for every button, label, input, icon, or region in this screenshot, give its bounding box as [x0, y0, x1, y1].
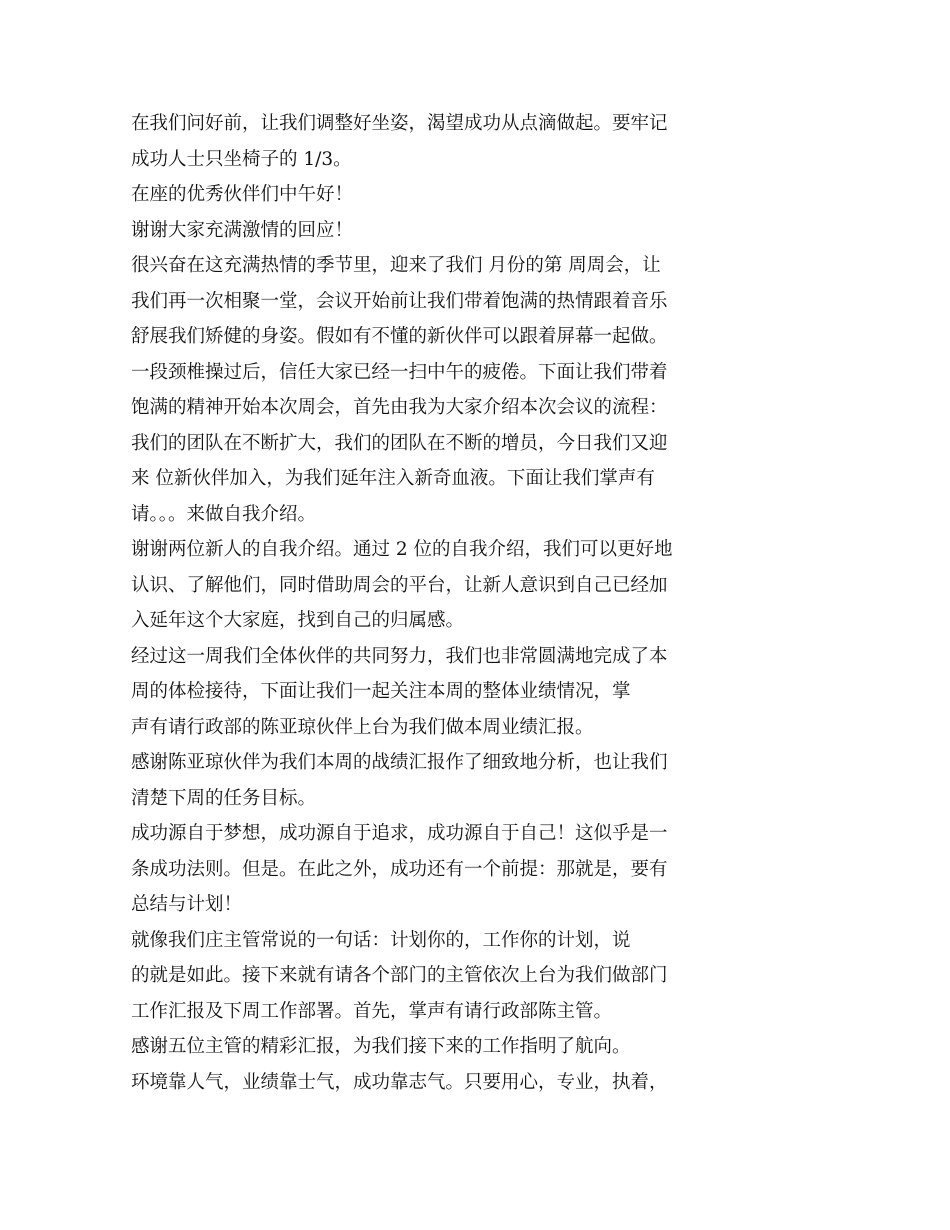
text-line: 谢谢两位新人的自我介绍。通过 2 位的自我介绍，我们可以更好地 [131, 539, 673, 560]
text-line: 总结与计划！ [131, 894, 243, 915]
text-line: 来 位新伙伴加入，为我们延年注入新奇血液。下面让我们掌声有 [131, 468, 655, 489]
text-line: 请。。。来做自我介绍。 [131, 503, 317, 525]
text-line: 我们的团队在不断扩大，我们的团队在不断的增员，今日我们又迎 [131, 432, 668, 454]
text-line: 周的体检接待，下面让我们一起关注本周的整体业绩情况，掌 [131, 681, 631, 702]
text-line: 成功人士只坐椅子的 1/3。 [131, 148, 352, 170]
text-line: 声有请行政部的陈亚琼伙伴上台为我们做本周业绩汇报。 [131, 716, 594, 738]
text-line: 在我们问好前，让我们调整好坐姿，渴望成功从点滴做起。要牢记 [131, 113, 668, 134]
text-line: 我们再一次相聚一堂，会议开始前让我们带着饱满的热情跟着音乐 [131, 290, 668, 312]
text-line: 工作汇报及下周工作部署。首先，掌声有请行政部陈主管。 [131, 1000, 613, 1022]
text-line: 感谢陈亚琼伙伴为我们本周的战绩汇报作了细致地分析，也让我们 [131, 752, 668, 773]
text-line: 入延年这个大家庭，找到自己的归属感。 [131, 610, 465, 631]
text-line: 感谢五位主管的精彩汇报，为我们接下来的工作指明了航向。 [131, 1036, 631, 1057]
text-line: 就像我们庄主管常说的一句话：计划你的，工作你的计划，说 [131, 929, 631, 951]
text-line: 一段颈椎操过后，信任大家已经一扫中午的疲倦。下面让我们带着 [131, 361, 668, 383]
text-line: 清楚下周的任务目标。 [131, 787, 317, 809]
text-line: 环境靠人气，业绩靠士气，成功靠志气。只要用心，专业，执着， [131, 1071, 668, 1093]
text-line: 的就是如此。接下来就有请各个部门的主管依次上台为我们做部门 [131, 965, 668, 986]
text-line: 认识、了解他们，同时借助周会的平台，让新人意识到自己已经加 [131, 574, 668, 596]
text-line: 条成功法则。但是。在此之外，成功还有一个前提：那就是，要有 [131, 858, 668, 880]
text-line: 很兴奋在这充满热情的季节里，迎来了我们 月份的第 周周会，让 [131, 255, 661, 276]
text-line: 经过这一周我们全体伙伴的共同努力，我们也非常圆满地完成了本 [131, 645, 668, 667]
text-line: 谢谢大家充满激情的回应！ [131, 219, 354, 241]
text-line: 舒展我们矫健的身姿。假如有不懂的新伙伴可以跟着屏幕一起做。 [131, 326, 668, 347]
text-line: 在座的优秀伙伴们中午好！ [131, 184, 354, 205]
text-line: 成功源自于梦想，成功源自于追求，成功源自于自己！这似乎是一 [131, 823, 668, 844]
document-body [131, 106, 676, 1100]
text-line: 饱满的精神开始本次周会，首先由我为大家介绍本次会议的流程： [131, 397, 668, 418]
